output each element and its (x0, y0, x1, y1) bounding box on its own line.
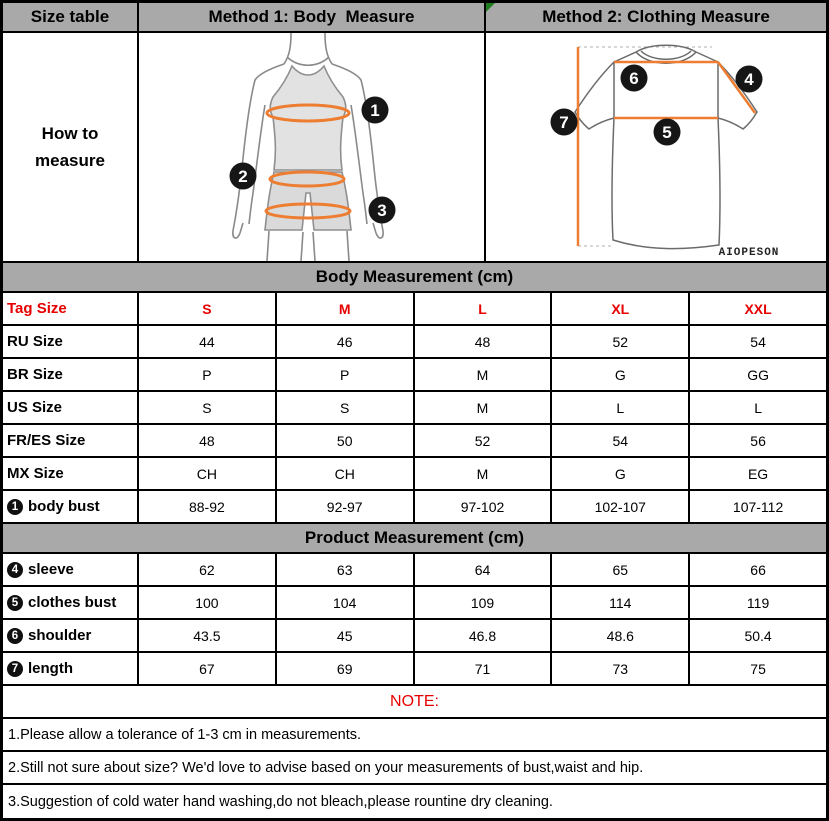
row-label (3, 554, 139, 585)
table-row-ru-size (3, 326, 826, 359)
size-cell: 50 (277, 425, 415, 456)
marker-6-number: 6 (629, 69, 639, 88)
body-measurement-header-row (3, 263, 826, 293)
top-header-row (3, 3, 826, 33)
collar-line (287, 57, 329, 65)
size-cell: CH (277, 458, 415, 489)
row-label (3, 491, 139, 522)
marker-4-number: 4 (744, 70, 754, 89)
size-cell: G (552, 359, 690, 390)
row-label: RU Size (3, 326, 139, 357)
size-cell: 71 (415, 653, 553, 684)
legs-lines (267, 231, 349, 261)
row-label: FR/ES Size (3, 425, 139, 456)
size-cell: 64 (415, 554, 553, 585)
size-cell: 88-92 (139, 491, 277, 522)
row-label-text: body bust (28, 498, 100, 515)
circled-number-1-badge: 1 (7, 499, 23, 515)
how-to-measure-row (3, 33, 826, 263)
row-label: Tag Size (3, 293, 139, 324)
circled-number-5-badge: 5 (7, 595, 23, 611)
size-cell: 56 (750, 432, 766, 449)
size-cell: 107-112 (732, 498, 784, 515)
note-text: 1.Please allow a tolerance of 1-3 cm in measurements. (8, 726, 362, 743)
row-label: BR Size (3, 359, 139, 390)
brand-text: AIOPESON (718, 247, 780, 259)
body-measurement-title: Body Measurement (cm) (3, 263, 826, 291)
method1-header: Method 1: Body Measure (139, 3, 486, 31)
size-cell: L (552, 392, 690, 423)
size-cell: P (277, 359, 415, 390)
size-cell: XXL (744, 300, 772, 317)
how-to-measure-label: How to measure (3, 33, 139, 261)
table-row-fres-size (3, 425, 826, 458)
size-cell: 46.8 (415, 620, 553, 651)
product-measurement-header-row (3, 524, 826, 554)
table-row-tag-size (3, 293, 826, 326)
size-cell: 44 (139, 326, 277, 357)
size-cell: 65 (552, 554, 690, 585)
row-label-text: shoulder (28, 627, 92, 644)
size-cell: S (277, 392, 415, 423)
shirt-left-sleeve (575, 62, 614, 129)
size-cell: XL (552, 293, 690, 324)
size-cell: 97-102 (415, 491, 553, 522)
size-cell: 48 (415, 326, 553, 357)
cell-corner-flag (486, 3, 495, 12)
size-cell: 100 (139, 587, 277, 618)
size-cell: 52 (552, 326, 690, 357)
size-cell: M (415, 392, 553, 423)
marker-1-number: 1 (370, 101, 380, 120)
size-cell: 69 (277, 653, 415, 684)
row-label (3, 587, 139, 618)
size-cell: 75 (750, 660, 766, 677)
table-row-clothes-bust (3, 587, 826, 620)
size-cell: L (415, 293, 553, 324)
size-cell: 50.4 (744, 627, 772, 644)
size-cell: 119 (746, 594, 770, 611)
size-cell: 48 (139, 425, 277, 456)
shirt-outline (575, 45, 757, 248)
row-label (3, 620, 139, 651)
size-cell: 109 (415, 587, 553, 618)
marker-2-number: 2 (238, 167, 248, 186)
size-cell: G (552, 458, 690, 489)
method2-header: Method 2: Clothing Measure (486, 3, 826, 31)
body-figure-illustration (139, 33, 484, 261)
size-cell: 52 (415, 425, 553, 456)
table-row-shoulder (3, 620, 826, 653)
size-cell: 92-97 (277, 491, 415, 522)
clothing-measure-figure-cell (486, 33, 826, 261)
size-cell: GG (747, 366, 769, 383)
left-arm-inner (249, 105, 265, 224)
table-row-body-bust (3, 491, 826, 524)
size-table-header: Size table (3, 3, 139, 31)
note-text: 3.Suggestion of cold water hand washing,do not bleach,please rountine dry cleaning. (8, 793, 553, 810)
marker-7-number: 7 (559, 113, 569, 132)
size-cell: CH (139, 458, 277, 489)
size-cell: 102-107 (552, 491, 690, 522)
row-label-text: length (28, 660, 73, 677)
size-cell: 104 (277, 587, 415, 618)
note-text: 2.Still not sure about size? We'd love to advise based on your measurements of bust,waist and hip. (8, 759, 644, 776)
size-cell: 54 (750, 333, 766, 350)
circled-number-6-badge: 6 (7, 628, 23, 644)
size-cell: 114 (552, 587, 690, 618)
size-cell: P (139, 359, 277, 390)
marker-5-number: 5 (662, 123, 672, 142)
size-cell: 73 (552, 653, 690, 684)
table-row-sleeve (3, 554, 826, 587)
size-cell: EG (747, 465, 769, 482)
row-label (3, 653, 139, 684)
note-row-1 (3, 719, 826, 752)
row-label-text: sleeve (28, 561, 74, 578)
size-cell: M (415, 458, 553, 489)
row-label: US Size (3, 392, 139, 423)
circled-number-7-badge: 7 (7, 661, 23, 677)
size-cell: S (139, 293, 277, 324)
collar-inner (641, 51, 691, 59)
collar-top (636, 45, 696, 52)
size-cell: 43.5 (139, 620, 277, 651)
note-title-row (3, 686, 826, 719)
note-row-3 (3, 785, 826, 818)
size-cell: 45 (277, 620, 415, 651)
size-cell: 54 (552, 425, 690, 456)
size-cell: M (277, 293, 415, 324)
row-label-text: clothes bust (28, 594, 117, 611)
body-measure-figure-cell (139, 33, 486, 261)
size-cell: 46 (277, 326, 415, 357)
marker-3-number: 3 (377, 201, 387, 220)
size-cell: L (754, 399, 762, 416)
shorts-shape (265, 172, 351, 230)
note-row-2 (3, 752, 826, 785)
table-row-us-size (3, 392, 826, 425)
note-title: NOTE: (390, 692, 439, 710)
size-cell: 63 (277, 554, 415, 585)
shirt-figure-illustration (486, 33, 826, 261)
product-measurement-title: Product Measurement (cm) (3, 524, 826, 552)
size-cell: M (415, 359, 553, 390)
size-cell: 67 (139, 653, 277, 684)
table-row-mx-size (3, 458, 826, 491)
table-row-br-size (3, 359, 826, 392)
table-row-length (3, 653, 826, 686)
size-cell: 66 (750, 561, 766, 578)
circled-number-4-badge: 4 (7, 562, 23, 578)
size-cell: 48.6 (552, 620, 690, 651)
size-cell: 62 (139, 554, 277, 585)
right-arm-inner (351, 105, 367, 224)
size-cell: S (139, 392, 277, 423)
row-label: MX Size (3, 458, 139, 489)
shoulder-seams (614, 52, 718, 62)
